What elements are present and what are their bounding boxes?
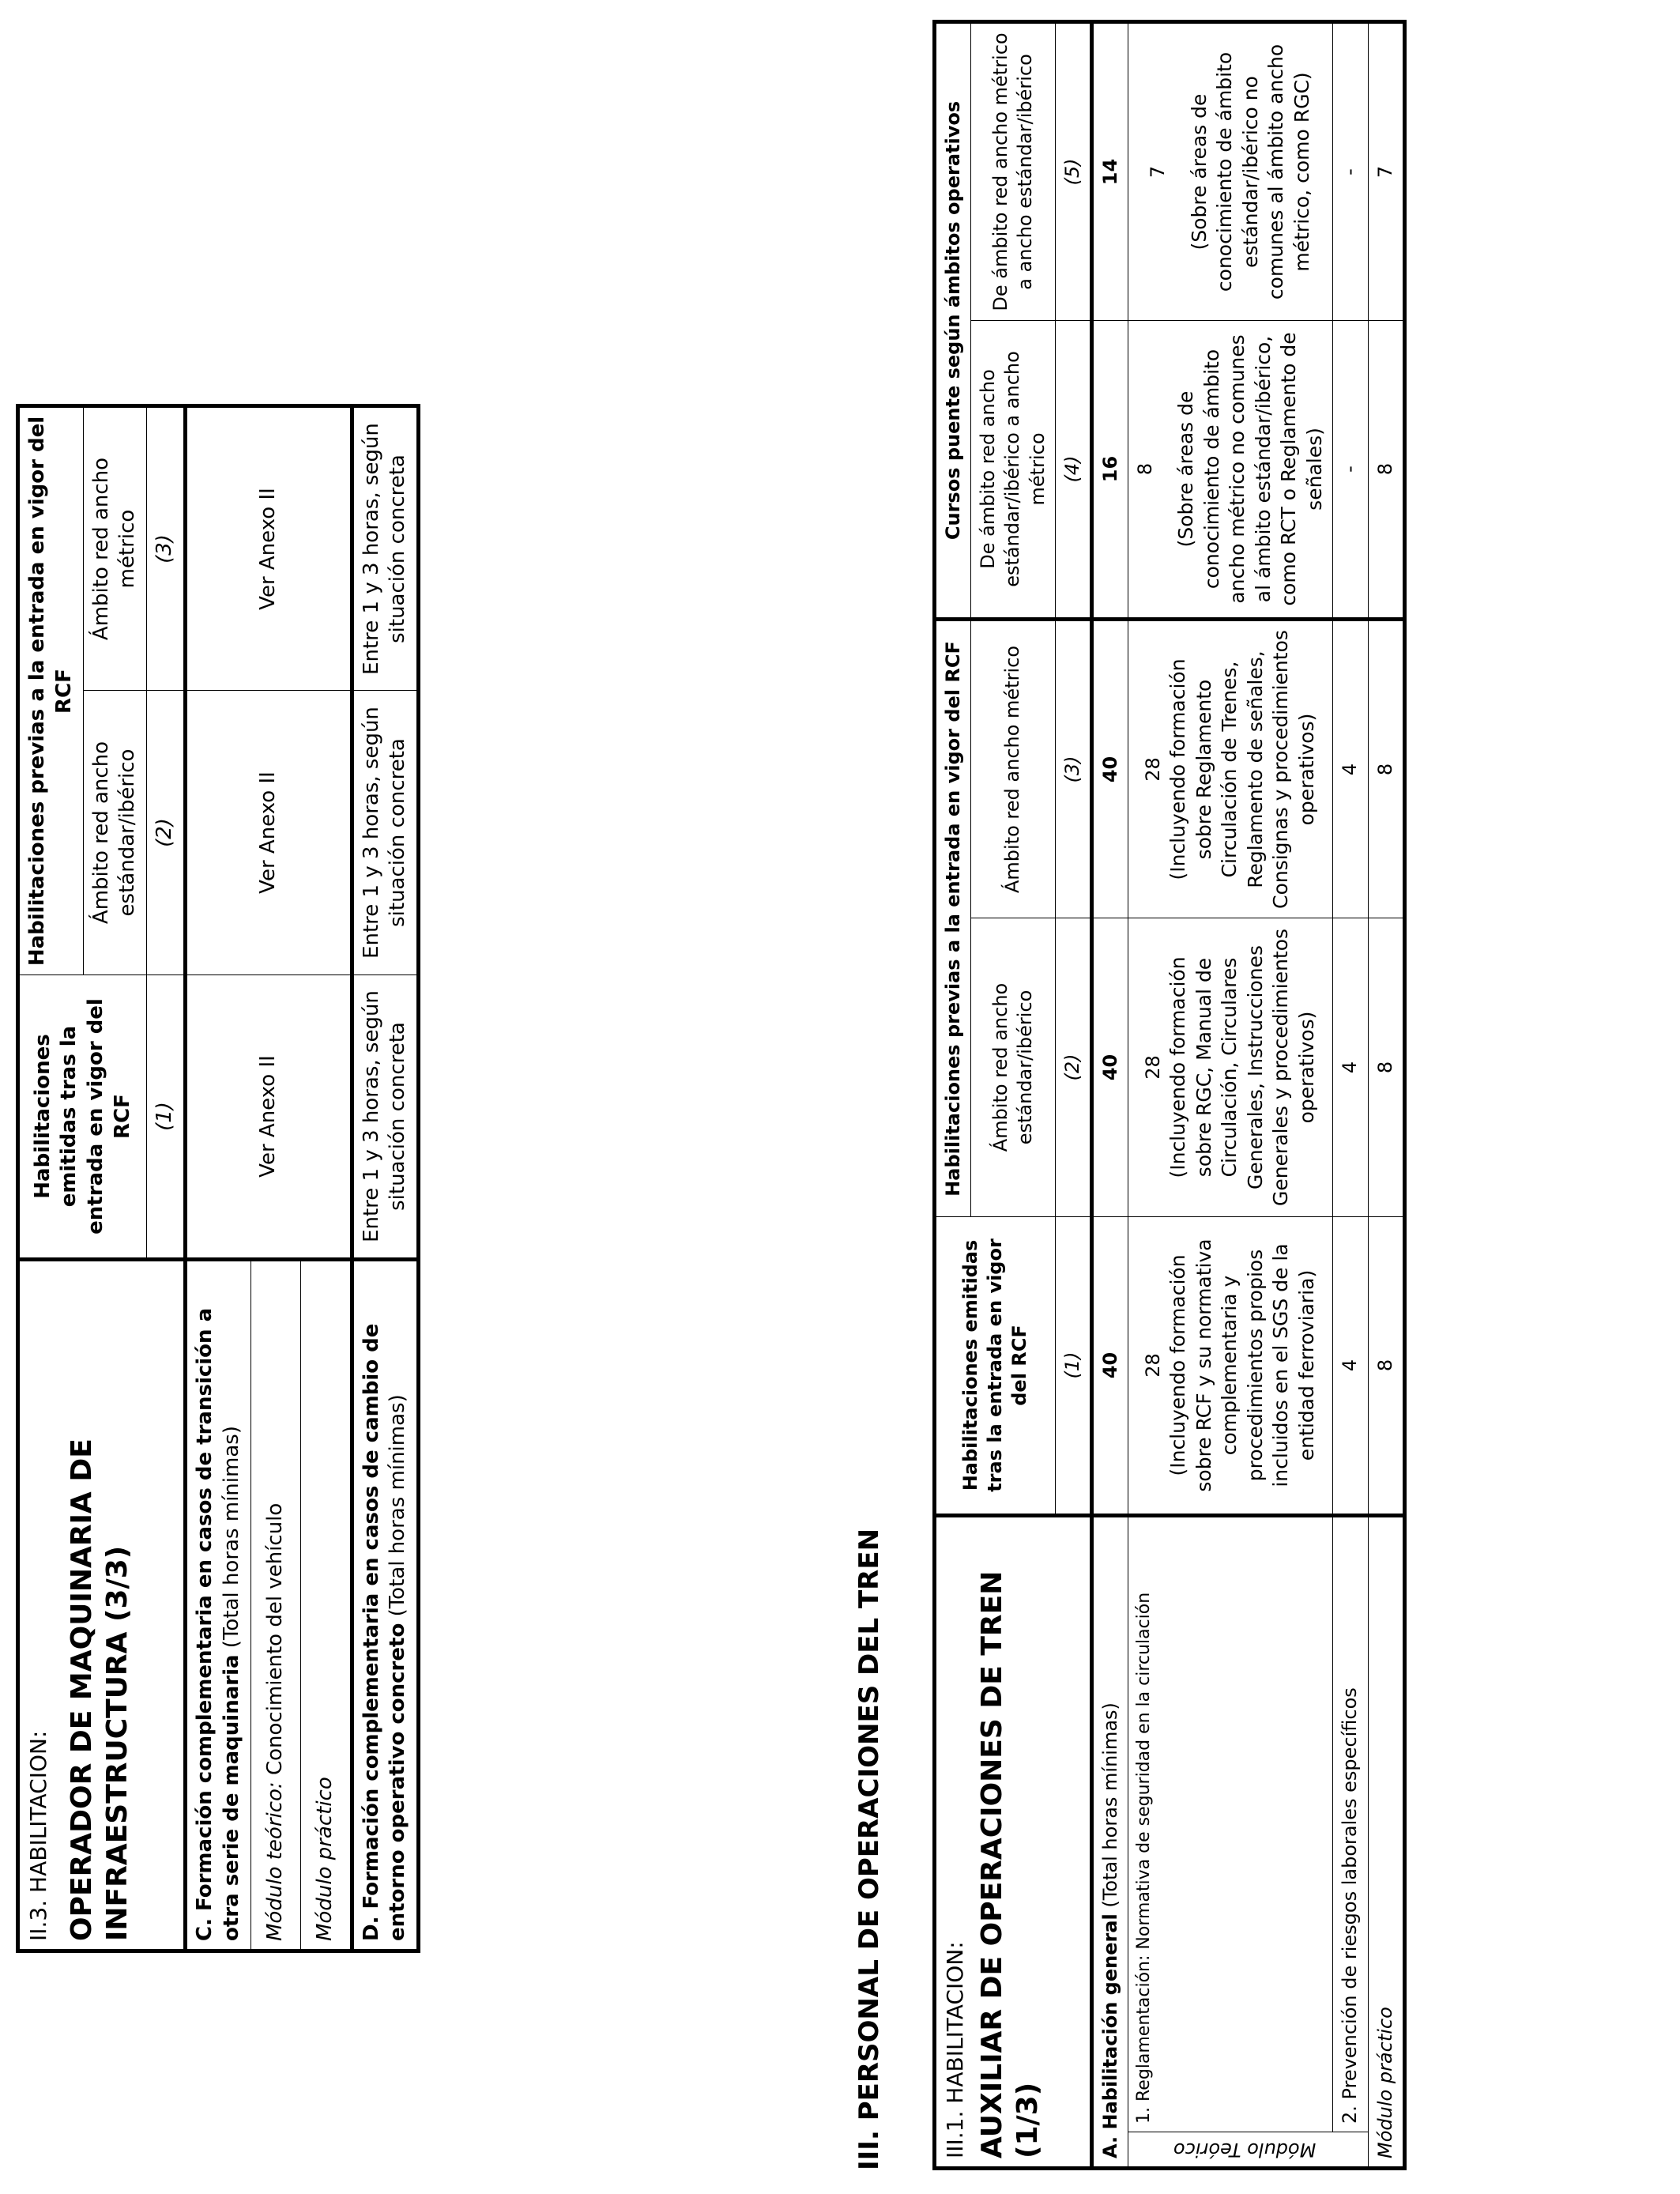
col1-header: Habilitaciones emitidas tras la entrada en vigor del RCF xyxy=(935,1216,1056,1515)
row-practico-col1: 8 xyxy=(1368,1216,1404,1515)
row-a-col3: 40 xyxy=(1091,619,1128,918)
habilitacion-header-cell xyxy=(935,1515,1092,2168)
modulo-teorico-text: Módulo Teórico xyxy=(1173,2139,1317,2162)
reglamentacion-hours: 8 xyxy=(1134,462,1157,476)
col3-subheader: Ámbito red ancho métrico xyxy=(83,406,147,691)
modulo-teorico-side-label xyxy=(1128,2132,1368,2169)
row-prevencion-col5: - xyxy=(1333,21,1368,320)
col4-subheader: De ámbito red ancho estándar/ibérico a ancho métrico xyxy=(971,320,1056,619)
row-c-label xyxy=(185,1260,250,1951)
row-prevencion-label: 2. Prevención de riesgos laborales específicos xyxy=(1333,1515,1368,2132)
row-c-title: C. Formación complementaria en casos de transición a otra serie de maquinaria xyxy=(192,1307,243,1941)
row-practico-col2: 8 xyxy=(1368,918,1404,1216)
col5-subheader: De ámbito red ancho métrico a ancho estándar/ibérico xyxy=(971,21,1056,320)
row-reglamentacion-col4 xyxy=(1128,320,1333,619)
reglamentacion-note: (Incluyendo formación sobre RCF y su normativa complementaria y procedimientos propios incluidos en el SGS de la entidad ferroviaria) xyxy=(1166,1238,1318,1492)
row-reglamentacion-col5 xyxy=(1128,21,1333,320)
col2-subheader: Ámbito red ancho estándar/ibérico xyxy=(83,691,147,975)
col1-header: Habilitaciones emitidas tras la entrada en vigor del RCF xyxy=(18,975,147,1260)
row-c-practico: Módulo práctico xyxy=(300,1260,352,1951)
col1-number: (1) xyxy=(147,975,186,1260)
row-reglamentacion-label: 1. Reglamentación: Normativa de seguridad en la circulación xyxy=(1128,1515,1333,2132)
habilitacion-header-cell xyxy=(18,1260,186,1951)
row-c-col3: Ver Anexo II xyxy=(185,406,352,691)
row-practico-col5: 7 xyxy=(1368,21,1404,320)
row-c-unit: (Total horas mínimas) xyxy=(219,1426,243,1655)
habilitacion-title: AUXILIAR DE OPERACIONES DE TREN (1/3) xyxy=(976,1570,1045,2158)
row-reglamentacion-col1 xyxy=(1128,1216,1333,1515)
row-a-title: A. Habilitación general xyxy=(1098,1913,1121,2158)
row-prevencion-col4: - xyxy=(1333,320,1368,619)
row-prevencion-col1: 4 xyxy=(1333,1216,1368,1515)
section-title: III. PERSONAL DE OPERACIONES DEL TREN xyxy=(853,1528,885,2170)
table-auxiliar-operaciones xyxy=(932,20,1407,2170)
row-c-col2: Ver Anexo II xyxy=(185,691,352,975)
row-a-label xyxy=(1091,1515,1128,2168)
row-prevencion-col3: 4 xyxy=(1333,619,1368,918)
reglamentacion-note: (Incluyendo formación sobre Reglamento Circulación de Trenes, Reglamento de señales, Consignas y procedimientos operativos) xyxy=(1166,630,1318,909)
col2-number: (2) xyxy=(147,691,186,975)
habilitacion-label: III.1. HABILITACION: xyxy=(942,1941,968,2158)
row-d-col3: Entre 1 y 3 horas, según situación concreta xyxy=(352,406,419,691)
habilitacion-label: II.3. HABILITACION: xyxy=(25,1730,51,1941)
reglamentacion-note: (Incluyendo formación sobre RGC, Manual de Circulación, Circulares Generales, Instrucciones Generales y procedimientos operativos) xyxy=(1166,928,1318,1207)
puente-header: Cursos puente según ámbitos operativos xyxy=(935,21,971,619)
col3-subheader: Ámbito red ancho métrico xyxy=(971,619,1056,918)
row-practico-label: Módulo práctico xyxy=(1368,1515,1404,2168)
group-header: Habilitaciones previas a la entrada en vigor del RCF xyxy=(18,406,84,975)
row-practico-col4: 8 xyxy=(1368,320,1404,619)
row-a-col4: 16 xyxy=(1091,320,1128,619)
row-a-unit: (Total horas mínimas) xyxy=(1098,1702,1121,1914)
col5-number: (5) xyxy=(1055,21,1091,320)
reglamentacion-note: (Sobre áreas de conocimiento de ámbito estándar/ibérico no comunes al ámbito ancho métrico, como RGC) xyxy=(1187,43,1313,300)
col2-number: (2) xyxy=(1055,918,1091,1216)
row-c-teorico xyxy=(250,1260,300,1951)
row-d-unit: (Total horas mínimas) xyxy=(386,1394,410,1623)
row-practico-col3: 8 xyxy=(1368,619,1404,918)
row-a-col1: 40 xyxy=(1091,1216,1128,1515)
row-a-col2: 40 xyxy=(1091,918,1128,1216)
row-d-title: D. Formación complementaria en casos de cambio de entorno operativo concreto xyxy=(359,1323,410,1941)
col3-number: (3) xyxy=(147,406,186,691)
row-reglamentacion-col2 xyxy=(1128,918,1333,1216)
row-c-teorico-label: Módulo teórico: xyxy=(262,1781,287,1941)
reglamentacion-hours: 7 xyxy=(1147,165,1170,179)
group-header: Habilitaciones previas a la entrada en vigor del RCF xyxy=(935,619,971,1216)
row-d-label xyxy=(352,1260,419,1951)
row-reglamentacion-col3 xyxy=(1128,619,1333,918)
row-c-teorico-text: Conocimiento del vehículo xyxy=(262,1502,287,1782)
row-c-col1: Ver Anexo II xyxy=(185,975,352,1260)
col1-number: (1) xyxy=(1055,1216,1091,1515)
reglamentacion-hours: 28 xyxy=(1142,757,1165,782)
reglamentacion-note: (Sobre áreas de conocimiento de ámbito ancho métrico no comunes al ámbito estándar/ibérico, como RCT o Reglamento de señales) xyxy=(1174,332,1326,606)
col2-subheader: Ámbito red ancho estándar/ibérico xyxy=(971,918,1056,1216)
habilitacion-title: OPERADOR DE MAQUINARIA DE INFRAESTRUCTURA (3/3) xyxy=(66,1438,134,1941)
row-d-col1: Entre 1 y 3 horas, según situación concreta xyxy=(352,975,419,1260)
col4-number: (4) xyxy=(1055,320,1091,619)
row-d-col2: Entre 1 y 3 horas, según situación concreta xyxy=(352,691,419,975)
row-prevencion-col2: 4 xyxy=(1333,918,1368,1216)
reglamentacion-hours: 28 xyxy=(1142,1055,1165,1080)
reglamentacion-hours: 28 xyxy=(1142,1353,1165,1378)
table-operador-maquinaria xyxy=(16,404,420,1953)
col3-number: (3) xyxy=(1055,619,1091,918)
row-a-col5: 14 xyxy=(1091,21,1128,320)
